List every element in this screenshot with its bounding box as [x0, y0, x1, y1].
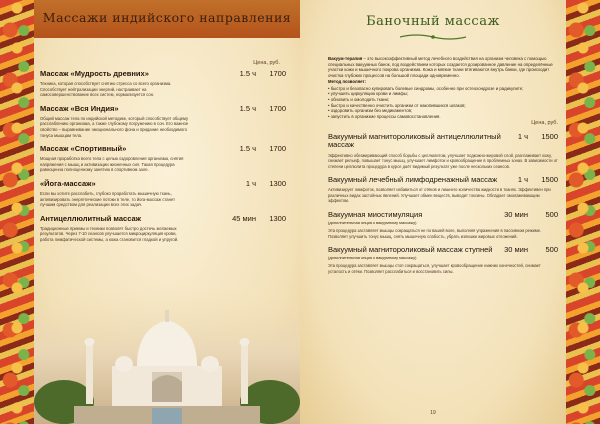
menu-item	[40, 144, 286, 173]
page-title: Баночный массаж	[366, 14, 500, 29]
item-duration: 1 ч	[517, 174, 528, 184]
item-description: Мощная проработка всего тела с целью оздоровления организма, снятия напряжения с мышц и активизации жизненных сил. Такая процедура равноценна полноценному занятию в спортивном зале.	[40, 156, 184, 173]
menu-item	[40, 179, 286, 208]
item-description: Общий массаж тела по индийской методике, который способствует общему расслаблению организма, а также глубокому погружению в сон. Его важное свойство – выравнивание эмоционального фона и придание необходимого тонуса мышцам тела.	[40, 115, 189, 138]
item-name: Вакуумная миостимуляция	[328, 209, 423, 219]
menu-item	[328, 210, 558, 239]
item-price: 1500	[541, 174, 558, 184]
item-duration: 30 мин	[504, 244, 528, 254]
item-row	[40, 69, 286, 78]
item-description: Традиционные приемы и техники позволят быстро достичь желаемых результатов. Через 7-10 сеансов улучшается микроциркуляция крови, работа лимфатической системы, а кожа становится гладкой и упругой.	[40, 225, 179, 242]
item-name: Массаж «Мудрость древних»	[40, 69, 149, 78]
item-row	[40, 214, 286, 223]
item-price: 1300	[269, 178, 286, 188]
menu-item	[328, 245, 558, 274]
menu-item	[40, 104, 286, 138]
item-row	[328, 175, 558, 185]
menu-item	[40, 214, 286, 243]
menu-item	[328, 175, 558, 204]
benefit-item: • оздоровить организм без медикаментов;	[328, 108, 558, 114]
benefits-list	[328, 86, 558, 120]
item-row	[40, 104, 286, 113]
price-header: Цена, руб.	[253, 60, 280, 66]
item-name: Вакуумный лечебный лимфодренажный массаж	[328, 174, 498, 184]
item-subtitle: (дополнительная опция к вакуумному массажу)	[328, 220, 417, 226]
item-description: Эта процедура заставляет мышцы сокращаться не по вашей воле, выполняя упражнения в пассивном режиме. Позволяет улучшить тонус мышц, снять мышечную слабость, убрать излишки жировых отложений.	[328, 228, 542, 239]
item-name: Вакуумный магнитороликовый массаж ступней	[328, 244, 493, 254]
item-price: 1700	[269, 144, 286, 154]
intro-lead: Вакуум-терапия	[328, 56, 363, 61]
item-price: 1700	[269, 69, 286, 78]
item-row	[40, 144, 286, 153]
menu-item	[40, 69, 286, 98]
item-name: Массаж «Вся Индия»	[40, 103, 119, 113]
page-title: Массажи индийского направления	[42, 10, 292, 25]
item-duration: 1 ч	[245, 178, 256, 188]
item-duration: 45 мин	[232, 213, 256, 223]
item-description: Активизирует лимфоток, позволяет избавиться от отёков и лишнего количества жидкости в тканях. Эффективен при различных видах застойных явлений. Улучшает обмен веществ, выводит токсины. Обладает омолаживающим эффектом.	[328, 187, 551, 204]
item-subtitle: (дополнительная опция к вакуумному массажу)	[328, 255, 417, 261]
item-duration: 30 мин	[504, 209, 528, 219]
item-row	[328, 245, 558, 255]
intro-text	[328, 56, 558, 120]
price-header: Цена, руб.	[531, 119, 558, 126]
item-duration: 1 ч	[517, 131, 528, 141]
item-name: Антицеллюлитный массаж	[40, 213, 141, 223]
item-price: 1300	[269, 213, 286, 223]
item-row	[328, 210, 558, 220]
benefit-item: • улучшить циркуляцию крови и лимфы;	[328, 91, 558, 97]
item-duration: 1.5 ч	[239, 144, 256, 154]
item-price: 500	[545, 209, 558, 219]
item-row	[40, 179, 286, 188]
menu-item	[328, 132, 558, 169]
item-description: Если вы хотите расслабить, глубоко проработать мышечную ткань, активизировать энергетические потоки в теле, то йога-массаж станет лучшим средством для реализации всех этих задач.	[40, 190, 176, 208]
item-name: Массаж «Спортивный»	[40, 144, 127, 154]
item-price: 500	[545, 244, 558, 254]
paisley-border	[0, 0, 34, 424]
item-description: Эффективно обезжиривающий способ борьбы с целлюлитом, улучшает подкожно-жировой слой, разглаживает кожу, снижает рельеф, повышает тонус мышц, улучшает лимфоток и кровообращение в проблемных зонах. В зависимости от степени целлюлита процедура в курсе даёт видимый результат уже после нескольких сеансов.	[328, 152, 558, 169]
benefit-item: • быстро и безопасно купировать болевые синдромы, особенно при остеохондрозе и радикулите;	[328, 86, 558, 92]
item-price: 1500	[541, 131, 558, 141]
item-description: Эта процедура заставляет мышцы стоп сокращаться, улучшает кровообращение нижних конечностей, снимает усталость и отёки. Позволяет расслабиться и восстановить силы.	[328, 263, 541, 274]
item-duration: 1.5 ч	[239, 103, 256, 113]
right-page	[300, 0, 600, 424]
item-name: Вакуумный магнитороликовый антицеллюлитный массаж	[328, 131, 501, 150]
item-row	[328, 132, 558, 150]
taj-mahal-illustration	[34, 284, 300, 424]
method-title: Метод позволяет:	[328, 78, 366, 84]
intro-body: – это высокоэффективный метод лечебного воздействия на организм человека с помощью специальных вакуумных банок, под воздействием которых создается дозированное давление на определённые участки кожи и мышечного покрова организма. Кожа и мягкие ткани втягиваются внутрь банки, где происходит очистка глубоких процессов на большой площади одновременно.	[328, 56, 553, 79]
item-price: 1700	[269, 103, 286, 113]
massage-list	[40, 60, 286, 249]
paisley-border	[566, 0, 600, 424]
benefit-item: • быстро и качественно очистить организм от накопившихся шлаков;	[328, 103, 558, 109]
benefit-item: • запустить в организме процессы самовосстановления.	[328, 114, 558, 120]
benefit-item: • обновить и омолодить ткани;	[328, 97, 558, 103]
flourish-ornament	[398, 33, 468, 41]
cupping-section	[328, 56, 558, 274]
item-description: Техника, которая способствует снятию стресса со всего организма. Способствует нейтрализации энергий, настраивает на самосовершенствование всех систем, нормализуется сон.	[40, 81, 172, 98]
item-name: «Йога-массаж»	[40, 178, 96, 188]
item-duration: 1.5 ч	[239, 69, 256, 78]
page-number: 19	[430, 410, 436, 416]
